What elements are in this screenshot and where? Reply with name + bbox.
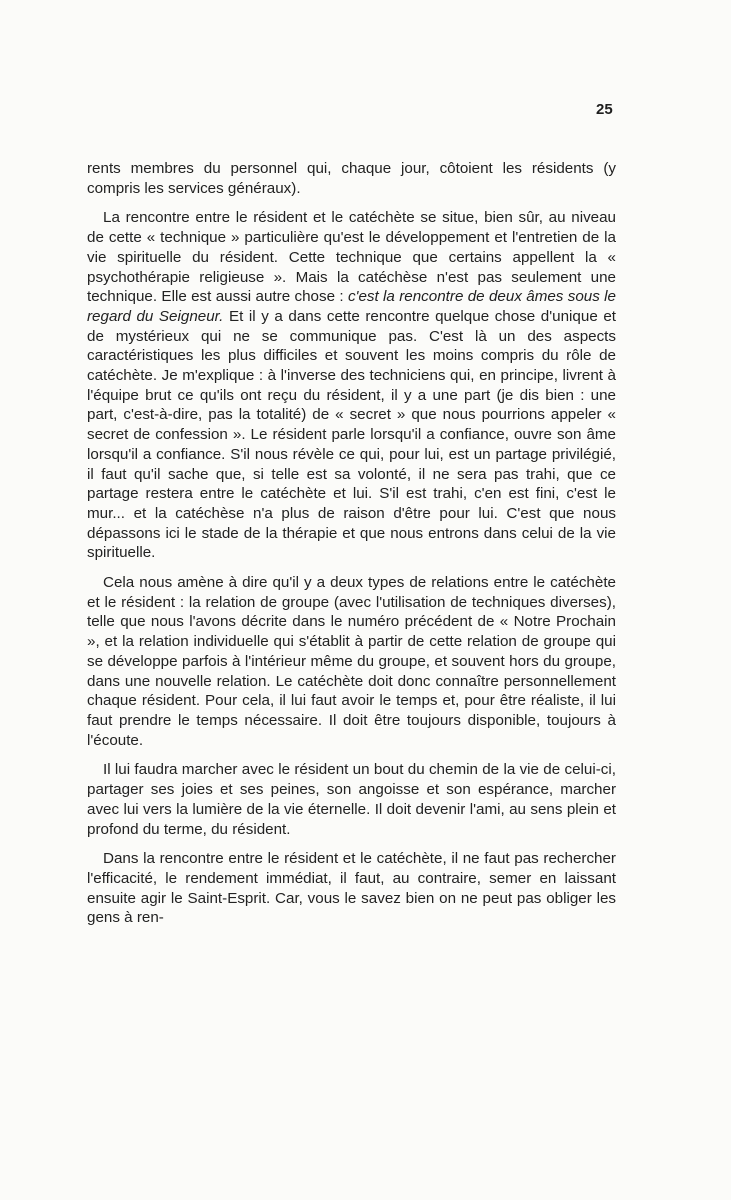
body-text [87,159,616,938]
paragraph-2-before: La rencontre entre le résident et le catéchète se situe, bien sûr, au niveau de cette « technique » particulière qu'est le développement et l'entretien de la vie spirituelle du résident. Cette technique que certains appellent la « psychothérapie religieuse ». Mais la catéchèse n'est pas seulement une technique. Elle est aussi autre chose : [87,209,616,306]
paragraph-1: rents membres du personnel qui, chaque jour, côtoient les résidents (y compris les services généraux). [87,160,616,197]
paragraph-2-after: Et il y a dans cette rencontre quelque chose d'unique et de mystérieux qui ne se communique pas. C'est là un des aspects caractéristiques les plus difficiles et souvent les moins compris du rôle de catéchète. Je m'explique : à l'inverse des techniciens qui, en principe, livrent à l'équipe brut ce qu'ils ont reçu du résident, il y a une part (je dis bien : une part, c'est-à-dire, pas la totalité) de « secret » que nous pourrions appeler « secret de confession ». Le résident parle lorsqu'il a confiance, ouvre son âme lorsqu'il a confiance. S'il nous révèle ce qui, pour lui, est un partage privilégié, il faut qu'il sache que, si telle est sa volonté, il ne sera pas trahi, que ce partage restera entre le catéchète et lui. S'il est trahi, c'en est fini, c'est le mur... et la catéchèse n'a plus de raison d'être pour lui. C'est que nous dépassons ici le stade de la thérapie et que nous entrons dans celui de la vie spirituelle. [87,307,616,562]
paragraph-2-emphasis: c'est la rencontre de deux âmes sous le regard du Seigneur. [87,288,617,325]
paragraph-4: Il lui faudra marcher avec le résident un bout du chemin de la vie de celui-ci, partager ses joies et ses peines, son angoisse et son espérance, marcher avec lui vers la lumière de la vie éternelle. Il doit devenir l'ami, au sens plein et profond du terme, du résident. [87,761,616,838]
paragraph-2 [87,208,616,563]
page-number: 25 [596,101,613,118]
paragraph-3: Cela nous amène à dire qu'il y a deux types de relations entre le catéchète et le résident : la relation de groupe (avec l'utilisation de techniques diverses), telle que nous l'avons décrite dans le numéro précédent de « Notre Prochain », et la relation individuelle qui s'établit à partir de cette relation de groupe qui se développe parfois à l'intérieur même du groupe, et souvent hors du groupe, dans une nouvelle relation. Le catéchète doit donc connaître personnellement chaque résident. Pour cela, il lui faut avoir le temps et, pour être réaliste, il lui faut prendre le temps nécessaire. Il doit être toujours disponible, toujours à l'écoute. [87,574,616,749]
paragraph-5: Dans la rencontre entre le résident et le catéchète, il ne faut pas rechercher l'efficacité, le rendement immédiat, il faut, au contraire, semer en laissant ensuite agir le Saint-Esprit. Car, vous le savez bien on ne peut pas obliger les gens à ren- [87,850,616,927]
